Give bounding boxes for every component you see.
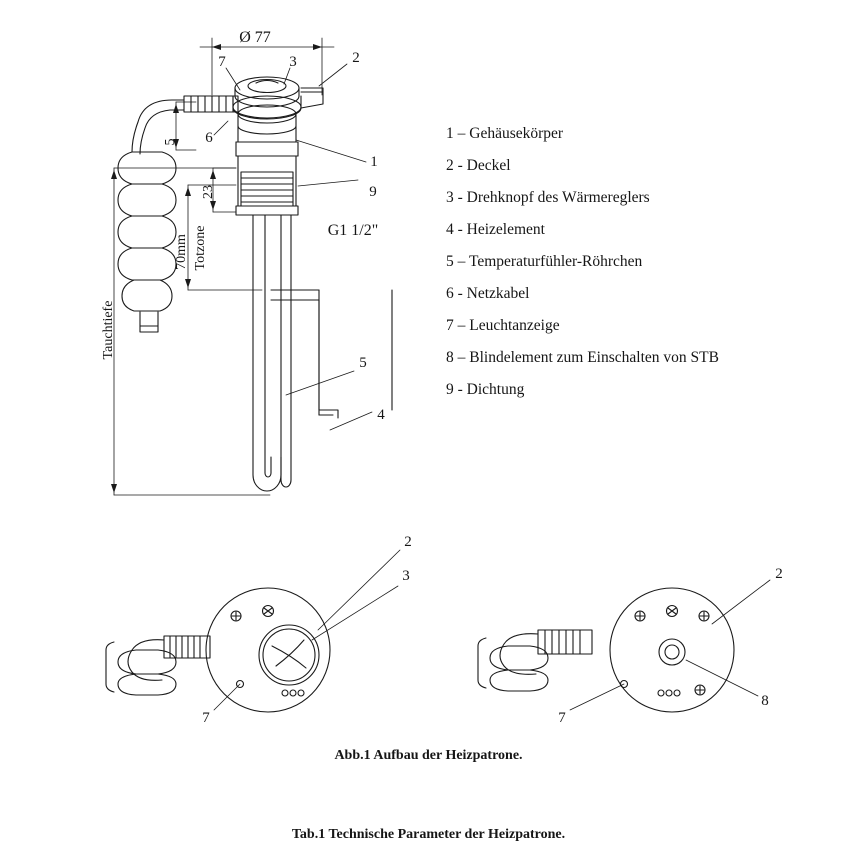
callout-leaders-bottom-left — [214, 550, 400, 710]
label-dead-zone-mm: 70mm — [174, 234, 189, 270]
legend-item-4: 4 - Heizelement — [446, 221, 545, 238]
callout-2-bottom-right: 2 — [775, 566, 783, 582]
legend-item-3: 3 - Drehknopf des Wärmereglers — [446, 189, 650, 206]
callout-8-bottom-right: 8 — [761, 693, 769, 709]
cable-gland — [184, 96, 238, 112]
callout-2-top: 2 — [352, 50, 360, 66]
callout-7-top: 7 — [218, 54, 226, 70]
legend-item-1: 1 – Gehäusekörper — [446, 125, 564, 142]
label-thread: G1 1/2" — [327, 222, 379, 239]
callout-7-bottom-left: 7 — [202, 710, 210, 726]
label-height-23: 23 — [201, 185, 216, 199]
callout-3-top: 3 — [289, 54, 297, 70]
bottom-left-view — [106, 588, 330, 712]
dimension-immersion-depth — [111, 168, 270, 495]
label-dead-zone: Totzone — [193, 225, 208, 271]
callout-5-top: 5 — [359, 355, 367, 371]
parts-legend — [446, 126, 846, 414]
callout-6-top: 6 — [205, 130, 213, 146]
thread-section — [238, 172, 296, 206]
legend-item-2: 2 - Deckel — [446, 157, 511, 174]
legend-item-8: 8 – Blindelement zum Einschalten von STB — [446, 349, 719, 366]
bottom-right-view — [478, 588, 734, 712]
flange — [236, 206, 298, 215]
label-diameter: Ø 77 — [239, 29, 271, 46]
legend-item-6: 6 - Netzkabel — [446, 285, 530, 302]
power-cable — [118, 100, 184, 332]
callout-4-top: 4 — [377, 407, 385, 423]
label-height-5: 5 — [163, 138, 178, 146]
sensor-tube — [281, 215, 291, 487]
label-immersion-depth: Tauchtiefe — [101, 300, 116, 360]
callout-3-bottom-left: 3 — [402, 568, 410, 584]
lid-assembly — [233, 77, 323, 119]
callout-1-top: 1 — [370, 154, 378, 170]
legend-item-9: 9 - Dichtung — [446, 381, 525, 398]
callout-9-top: 9 — [369, 184, 377, 200]
heating-element — [253, 215, 392, 491]
callout-7-bottom-right: 7 — [558, 710, 566, 726]
legend-item-5: 5 – Temperaturfühler-Röhrchen — [446, 253, 643, 270]
table-caption: Tab.1 Technische Parameter der Heizpatrone. — [291, 827, 566, 842]
legend-item-7: 7 – Leuchtanzeige — [446, 317, 560, 334]
callout-2-bottom-left: 2 — [404, 534, 412, 550]
figure-caption: Abb.1 Aufbau der Heizpatrone. — [334, 748, 523, 763]
